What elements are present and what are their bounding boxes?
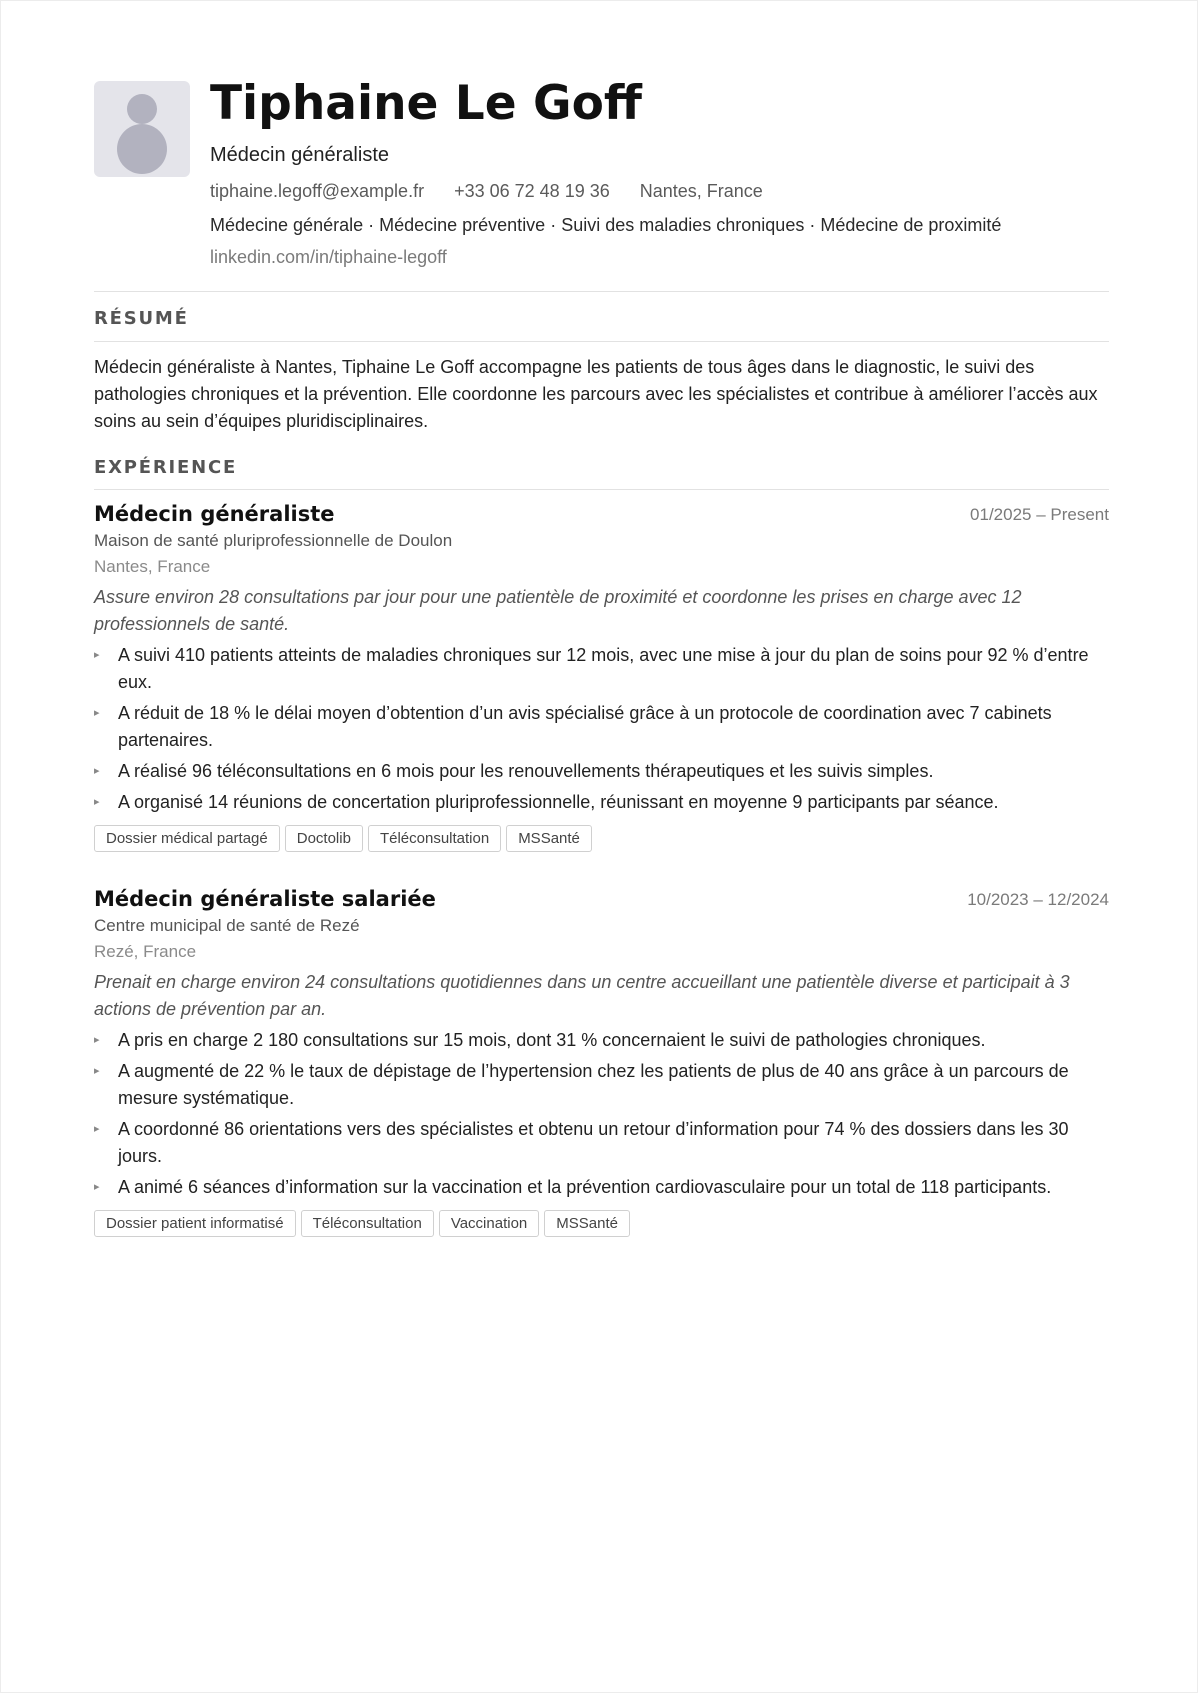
achievement-item	[94, 789, 1109, 816]
contact-line	[210, 178, 1110, 204]
achievement-text: A augmenté de 22 % le taux de dépistage de l’hypertension chez les patients de plus de 40 ans grâce à un parcours de mesure systématique.	[118, 1061, 1069, 1108]
achievement-item	[94, 1174, 1109, 1201]
experience-entry	[94, 500, 1109, 852]
achievement-item	[94, 1027, 1109, 1054]
skill-tags	[94, 1210, 1109, 1237]
job-employer: Maison de santé pluriprofessionnelle de Doulon	[94, 531, 453, 550]
skill-tags	[94, 825, 1109, 852]
experience-entry	[94, 885, 1109, 1237]
bullet-triangle-icon: ▸	[94, 1123, 100, 1135]
achievement-list	[94, 642, 1109, 816]
achievement-list	[94, 1027, 1109, 1201]
achievement-item	[94, 1058, 1109, 1112]
skill-tag: Dossier patient informatisé	[94, 1210, 296, 1237]
skill-tag: Téléconsultation	[301, 1210, 434, 1237]
job-description: Assure environ 28 consultations par jour pour une patientèle de proximité et coordonne les prises en charge avec 12 professionnels de santé.	[94, 587, 1022, 634]
bullet-triangle-icon: ▸	[94, 1181, 100, 1193]
summary-divider	[94, 341, 1109, 342]
contact-phone[interactable]: +33 06 72 48 19 36	[454, 181, 610, 201]
avatar-head-shape	[127, 94, 157, 124]
bullet-triangle-icon: ▸	[94, 765, 100, 777]
avatar-body-shape	[117, 124, 167, 174]
contact-email[interactable]: tiphaine.legoff@example.fr	[210, 181, 425, 201]
skill-tag: MSSanté	[506, 825, 592, 852]
achievement-item	[94, 642, 1109, 696]
avatar-placeholder-icon	[94, 81, 190, 177]
header-text	[210, 73, 1110, 270]
achievement-text: A réalisé 96 téléconsultations en 6 mois pour les renouvellements thérapeutiques et les suivis simples.	[118, 761, 934, 781]
job-employer: Centre municipal de santé de Rezé	[94, 916, 360, 935]
achievement-text: A pris en charge 2 180 consultations sur 15 mois, dont 31 % concernaient le suivi de pathologies chroniques.	[118, 1030, 986, 1050]
section-title-summary: RÉSUMÉ	[94, 308, 189, 329]
job-title: Médecin généraliste salariée	[94, 887, 436, 911]
resume-header	[94, 1, 1109, 291]
bullet-triangle-icon: ▸	[94, 707, 100, 719]
achievement-text: A réduit de 18 % le délai moyen d’obtention d’un avis spécialisé grâce à un protocole de coordination avec 7 cabinets partenaires.	[118, 703, 1052, 750]
contact-location: Nantes, France	[639, 181, 763, 201]
candidate-name: Tiphaine Le Goff	[210, 76, 642, 131]
job-title: Médecin généraliste	[94, 502, 335, 526]
job-dates: 01/2025 – Present	[970, 505, 1109, 524]
job-location: Nantes, France	[94, 557, 211, 576]
experience-divider	[94, 489, 1109, 490]
achievement-text: A suivi 410 patients atteints de maladies chroniques sur 12 mois, avec une mise à jour du plan de soins pour 92 % d’entre eux.	[118, 645, 1089, 692]
section-title-experience: EXPÉRIENCE	[94, 457, 238, 478]
header-divider	[94, 291, 1109, 292]
skill-tag: Dossier médical partagé	[94, 825, 280, 852]
achievement-item	[94, 758, 1109, 785]
achievement-text: A coordonné 86 orientations vers des spécialistes et obtenu un retour d’information pour 74 % des dossiers dans les 30 jours.	[118, 1119, 1069, 1166]
job-location: Rezé, France	[94, 942, 197, 961]
skill-tag: Téléconsultation	[368, 825, 501, 852]
achievement-item	[94, 700, 1109, 754]
resume-content	[94, 1, 1109, 1232]
skill-tag: Doctolib	[285, 825, 363, 852]
skill-tag: Vaccination	[439, 1210, 539, 1237]
summary-text: Médecin généraliste à Nantes, Tiphaine Le Goff accompagne les patients de tous âges dans le diagnostic, le suivi des pathologies chroniques et la prévention. Elle coordonne les parcours avec les spécialistes et contribue à améliorer l’accès aux soins au sein d’équipes pluridisciplinaires.	[94, 357, 1098, 431]
linkedin-link[interactable]: linkedin.com/in/tiphaine-legoff	[210, 247, 447, 267]
job-dates: 10/2023 – 12/2024	[967, 890, 1109, 909]
specialties-line: Médecine générale · Médecine préventive · Suivi des maladies chroniques · Médecine de proximité	[210, 215, 1002, 235]
skill-tag: MSSanté	[544, 1210, 630, 1237]
achievement-text: A organisé 14 réunions de concertation pluriprofessionnelle, réunissant en moyenne 9 participants par séance.	[118, 792, 999, 812]
candidate-role: Médecin généraliste	[210, 144, 389, 166]
achievement-item	[94, 1116, 1109, 1170]
bullet-triangle-icon: ▸	[94, 1065, 100, 1077]
bullet-triangle-icon: ▸	[94, 649, 100, 661]
bullet-triangle-icon: ▸	[94, 796, 100, 808]
achievement-text: A animé 6 séances d’information sur la vaccination et la prévention cardiovasculaire pour un total de 118 participants.	[118, 1177, 1052, 1197]
bullet-triangle-icon: ▸	[94, 1034, 100, 1046]
job-description: Prenait en charge environ 24 consultations quotidiennes dans un centre accueillant une patientèle diverse et participait à 3 actions de prévention par an.	[94, 972, 1070, 1019]
